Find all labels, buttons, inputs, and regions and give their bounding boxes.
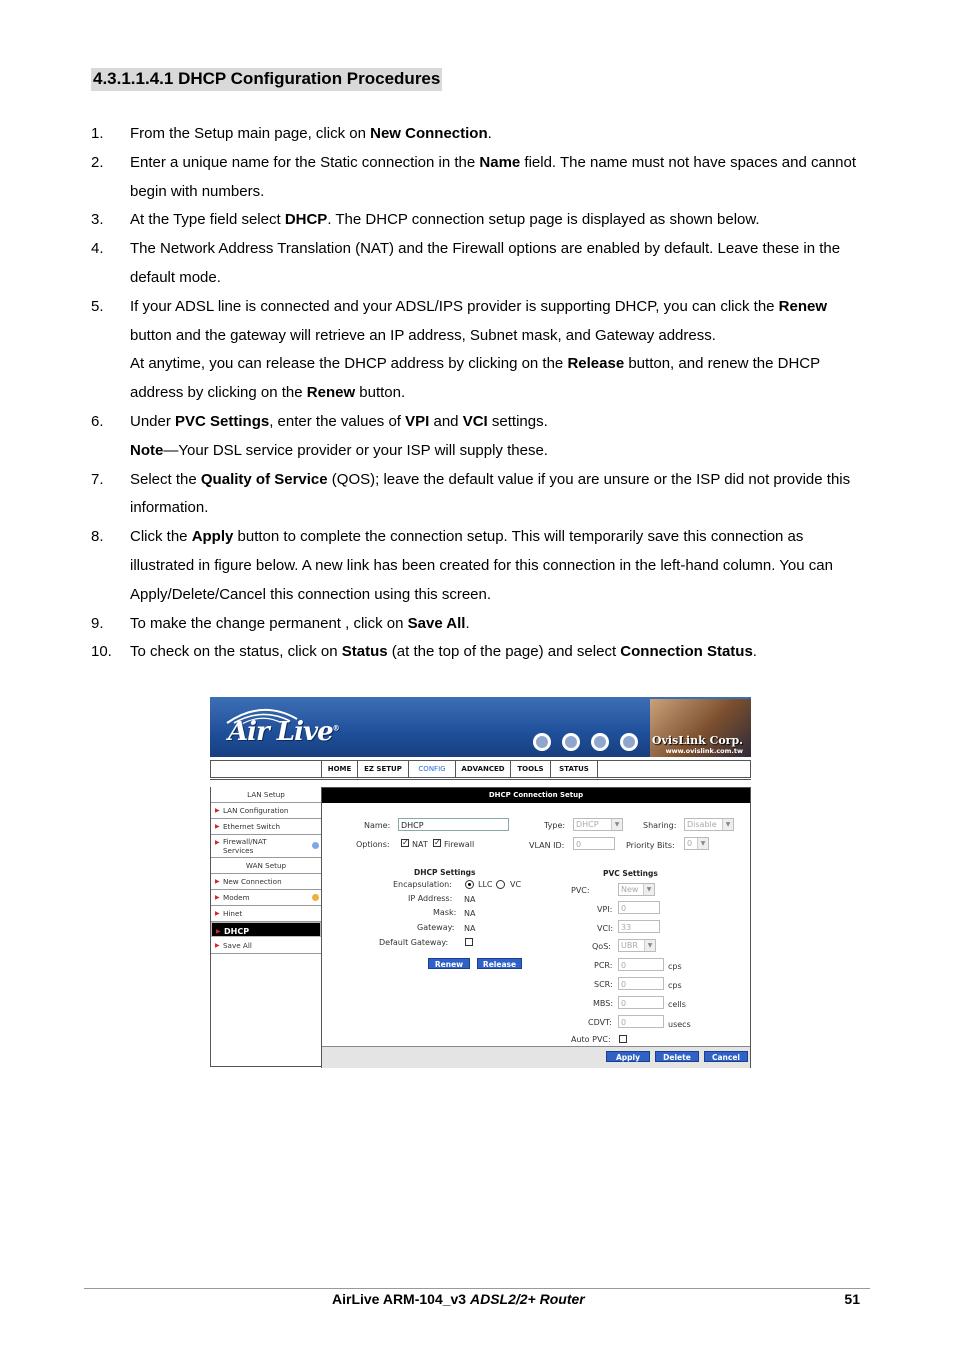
dhcp-settings-heading: DHCP Settings: [414, 868, 476, 877]
arrow-right-icon: ▶: [215, 942, 220, 949]
nav-ez-setup[interactable]: EZ SETUP: [357, 761, 408, 777]
arrow-right-icon: ▶: [215, 807, 220, 814]
chevron-down-icon: ▼: [644, 940, 655, 951]
panel-title: DHCP Connection Setup: [322, 788, 750, 803]
pcr-label: PCR:: [594, 961, 613, 970]
nav-home[interactable]: HOME: [321, 761, 357, 777]
name-input[interactable]: DHCP: [398, 818, 509, 831]
dhcp-setup-panel: [321, 787, 751, 1068]
vc-label: VC: [510, 880, 522, 889]
nat-checkbox[interactable]: ✓: [402, 838, 409, 847]
qos-select[interactable]: UBR ▼: [618, 939, 656, 952]
default-gateway-label: Default Gateway:: [379, 938, 449, 947]
arrow-right-icon: ▶: [215, 894, 220, 901]
pvc-settings-heading: PVC Settings: [603, 869, 658, 878]
router-sidebar: [210, 787, 322, 1067]
mask-value: NA: [464, 909, 476, 918]
firewall-label: Firewall: [444, 840, 475, 849]
sidebar-item-ethernet-switch[interactable]: ▶ Ethernet Switch: [211, 819, 321, 835]
gateway-label: Gateway:: [417, 923, 455, 932]
sidebar-item-new-connection[interactable]: ▶ New Connection: [211, 874, 321, 890]
step-9: 9. To make the change permanent , click on Save All.: [91, 614, 470, 632]
apply-button[interactable]: Apply: [606, 1051, 650, 1062]
nav-divider: [210, 779, 751, 780]
router-banner: [210, 697, 751, 757]
panel-action-bar: [322, 1046, 750, 1068]
sharing-select[interactable]: Disable ▼: [684, 818, 734, 831]
mask-label: Mask:: [433, 908, 457, 917]
vpi-input[interactable]: 0: [618, 901, 660, 914]
llc-label: LLC: [478, 880, 493, 889]
chevron-down-icon: ▼: [611, 819, 622, 830]
arrow-right-icon: ▶: [215, 839, 220, 846]
mbs-label: MBS:: [593, 999, 614, 1008]
step-5: 5. If your ADSL line is connected and your ADSL/IPS provider is supporting DHCP, you can click the Renew button and the gateway will retrieve an IP address, Subnet mask, and Gateway address. At anytime, you can release the DHCP address by clicking on the Release button, and renew the DHCP address by clicking on the Renew button.: [91, 297, 828, 402]
priority-bits-select[interactable]: 0 ▼: [684, 837, 709, 850]
sidebar-item-lan-configuration[interactable]: ▶ LAN Configuration: [211, 803, 321, 819]
encapsulation-label: Encapsulation:: [393, 880, 452, 889]
step-6: 6. Under PVC Settings, enter the values of VPI and VCI settings.: [91, 412, 548, 430]
router-screenshot: [210, 697, 751, 1067]
options-label: Options:: [356, 840, 390, 849]
section-heading: 4.3.1.1.4.1 DHCP Configuration Procedures: [91, 68, 442, 91]
priority-bits-label: Priority Bits:: [626, 841, 675, 850]
auto-pvc-checkbox[interactable]: [619, 1035, 627, 1043]
qos-label: QoS:: [592, 942, 611, 951]
sidebar-wan-setup: WAN Setup: [211, 858, 321, 874]
procedure-steps: [91, 120, 871, 667]
step-2: 2. Enter a unique name for the Static connection in the Name field. The name must not have spaces and cannot begin with numbers.: [91, 153, 857, 200]
gateway-value: NA: [464, 924, 476, 933]
pvc-label: PVC:: [571, 886, 590, 895]
sidebar-item-firewall-nat[interactable]: ▶ Firewall/NAT Services: [211, 835, 321, 858]
ip-address-value: NA: [464, 895, 476, 904]
sidebar-item-save-all[interactable]: ▶ Save All: [211, 938, 321, 954]
chevron-down-icon: ▼: [722, 819, 733, 830]
nav-advanced[interactable]: ADVANCED: [455, 761, 510, 777]
default-gateway-checkbox[interactable]: [465, 938, 473, 946]
airlive-logo: Air Live®: [228, 717, 339, 747]
cdvt-input[interactable]: 0: [618, 1015, 664, 1028]
expand-dot-icon: [312, 894, 319, 901]
vlan-id-label: VLAN ID:: [529, 841, 565, 850]
step-7: 7. Select the Quality of Service (QOS); leave the default value if you are unsure or the ISP did not provide this information.: [91, 470, 851, 517]
nav-config[interactable]: CONFIG: [408, 761, 455, 777]
footer-divider: [84, 1288, 870, 1289]
sidebar-item-dhcp[interactable]: ▶ DHCP: [211, 922, 321, 937]
ip-address-label: IP Address:: [408, 894, 453, 903]
vci-label: VCI:: [597, 924, 614, 933]
nat-label: NAT: [412, 840, 428, 849]
step-1: 1. From the Setup main page, click on New Connection.: [91, 125, 492, 142]
sidebar-item-modem[interactable]: ▶ Modem: [211, 890, 321, 906]
firewall-checkbox[interactable]: ✓: [434, 838, 441, 847]
chevron-down-icon: ▼: [697, 838, 708, 849]
release-button[interactable]: Release: [477, 958, 522, 969]
page-number: 51: [844, 1291, 860, 1307]
sharing-label: Sharing:: [643, 821, 677, 830]
arrow-right-icon: ▶: [215, 910, 220, 917]
cdvt-unit: usecs: [668, 1020, 691, 1029]
scr-unit: cps: [668, 981, 682, 990]
nav-status[interactable]: STATUS: [550, 761, 598, 777]
pvc-select[interactable]: New ▼: [618, 883, 655, 896]
vc-radio[interactable]: [496, 880, 505, 889]
type-label: Type:: [544, 821, 566, 830]
expand-dot-icon: [312, 842, 319, 849]
vci-input[interactable]: 33: [618, 920, 660, 933]
step-8: 8. Click the Apply button to complete the connection setup. This will temporarily save this connection as illustrated in figure below. A new link has been created for this connection in the left-hand column. You can Apply/Delete/Cancel this connection using this screen.: [91, 528, 833, 603]
pcr-input[interactable]: 0: [618, 958, 664, 971]
ovislink-brand-photo: OvisLink Corp. www.ovislink.com.tw: [650, 699, 751, 757]
type-select[interactable]: DHCP ▼: [573, 818, 623, 831]
renew-button[interactable]: Renew: [428, 958, 470, 969]
scr-label: SCR:: [594, 980, 613, 989]
cancel-button[interactable]: Cancel: [704, 1051, 748, 1062]
mbs-unit: cells: [668, 1000, 686, 1009]
arrow-right-icon: ▶: [215, 823, 220, 830]
footer-title: AirLive ARM-104_v3 ADSL2/2+ Router: [332, 1291, 585, 1307]
router-nav-bar: [210, 760, 751, 778]
vlan-id-input[interactable]: 0: [573, 837, 615, 850]
auto-pvc-label: Auto PVC:: [571, 1035, 611, 1044]
vpi-label: VPI:: [597, 905, 613, 914]
globe-icons: [532, 731, 648, 753]
note: Note—Your DSL service provider or your ISP will supply these.: [130, 441, 548, 459]
sidebar-item-hinet[interactable]: ▶ Hinet: [211, 906, 321, 922]
chevron-down-icon: ▼: [643, 884, 654, 895]
cdvt-label: CDVT:: [588, 1018, 612, 1027]
llc-radio[interactable]: [465, 880, 474, 889]
name-label: Name:: [364, 821, 391, 830]
step-10: 10. To check on the status, click on Status (at the top of the page) and select Connection Status.: [91, 643, 757, 661]
step-3: 3. At the Type field select DHCP. The DHCP connection setup page is displayed as shown below.: [91, 211, 760, 229]
step-4: 4. The Network Address Translation (NAT) and the Firewall options are enabled by default. Leave these in the default mode.: [91, 240, 841, 286]
sidebar-lan-setup: LAN Setup: [211, 787, 321, 803]
delete-button[interactable]: Delete: [655, 1051, 699, 1062]
arrow-right-icon: ▶: [216, 928, 221, 935]
nav-tools[interactable]: TOOLS: [510, 761, 550, 777]
arrow-right-icon: ▶: [215, 878, 220, 885]
scr-input[interactable]: 0: [618, 977, 664, 990]
mbs-input[interactable]: 0: [618, 996, 664, 1009]
pcr-unit: cps: [668, 962, 682, 971]
